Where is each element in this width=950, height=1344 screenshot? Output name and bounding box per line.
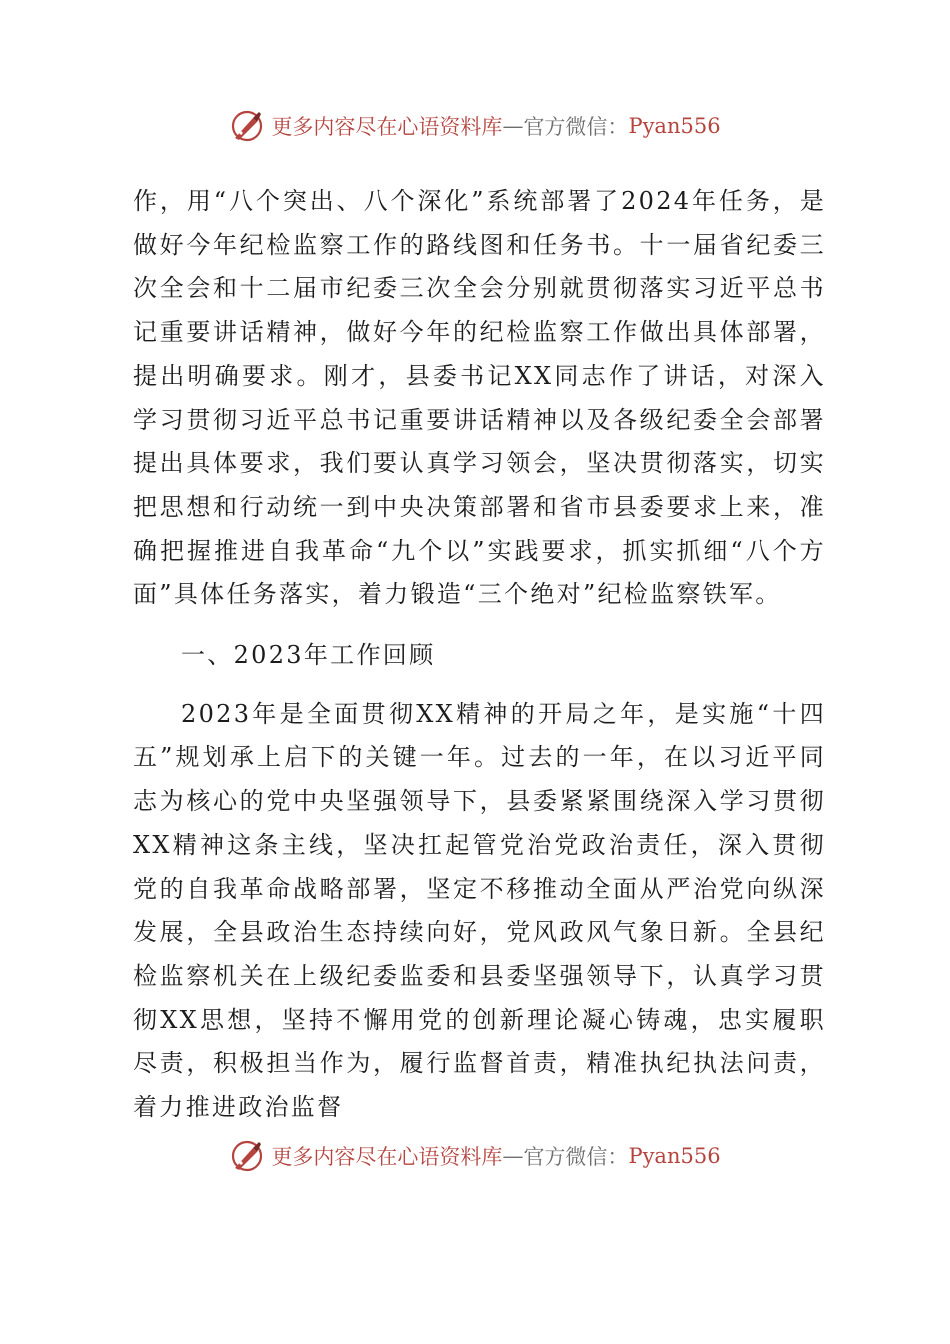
fountain-pen-logo-icon xyxy=(229,108,265,144)
watermark-separator: — xyxy=(502,1144,524,1168)
section-heading: 一、2023年工作回顾 xyxy=(181,641,436,670)
watermark-wechat-label: 官方微信： xyxy=(523,1145,629,1169)
document-body xyxy=(133,180,826,1130)
watermark-separator: — xyxy=(502,114,524,138)
fountain-pen-logo-icon xyxy=(229,1138,265,1174)
watermark-brand-text: 更多内容尽在心语资料库 xyxy=(271,115,503,139)
body-paragraph: 作，用“八个突出、八个深化”系统部署了2024年任务，是做好今年纪检监察工作的路线图和任务书。十一届省纪委三次全会和十二届市纪委三次全会分别就贯彻落实习近平总书记重要讲话精神，做好今年的纪检监察工作做出具体部署，提出明确要求。刚才，县委书记XX同志作了讲话，对深入学习贯彻习近平总书记重要讲话精神以及各级纪委全会部署提出具体要求，我们要认真学习领会，坚决贯彻落实，切实把思想和行动统一到中央决策部署和省市县委要求上来，准确把握推进自我革命“九个以”实践要求，抓实抓细“八个方面”具体任务落实，着力锻造“三个绝对”纪检监察铁军。 xyxy=(133,187,826,609)
watermark-brand-text: 更多内容尽在心语资料库 xyxy=(271,1145,503,1169)
watermark-wechat-id: Pyan556 xyxy=(628,1144,721,1168)
header-watermark xyxy=(0,106,950,146)
watermark-wechat-label: 官方微信： xyxy=(523,115,629,139)
body-paragraph: 2023年是全面贯彻XX精神的开局之年，是实施“十四五”规划承上启下的关键一年。过去的一年，在以习近平同志为核心的党中央坚强领导下，县委紧紧围绕深入学习贯彻XX精神这条主线，坚决扛起管党治党政治责任，深入贯彻党的自我革命战略部署，坚定不移推动全面从严治党向纵深发展，全县政治生态持续向好，党风政风气象日新。全县纪检监察机关在上级纪委监委和县委坚强领导下，认真学习贯彻XX思想，坚持不懈用党的创新理论凝心铸魂，忠实履职尽责，积极担当作为，履行监督首责，精准执纪执法问责，着力推进政治监督 xyxy=(133,699,826,1122)
watermark-wechat-id: Pyan556 xyxy=(628,114,721,138)
footer-watermark xyxy=(0,1136,950,1176)
